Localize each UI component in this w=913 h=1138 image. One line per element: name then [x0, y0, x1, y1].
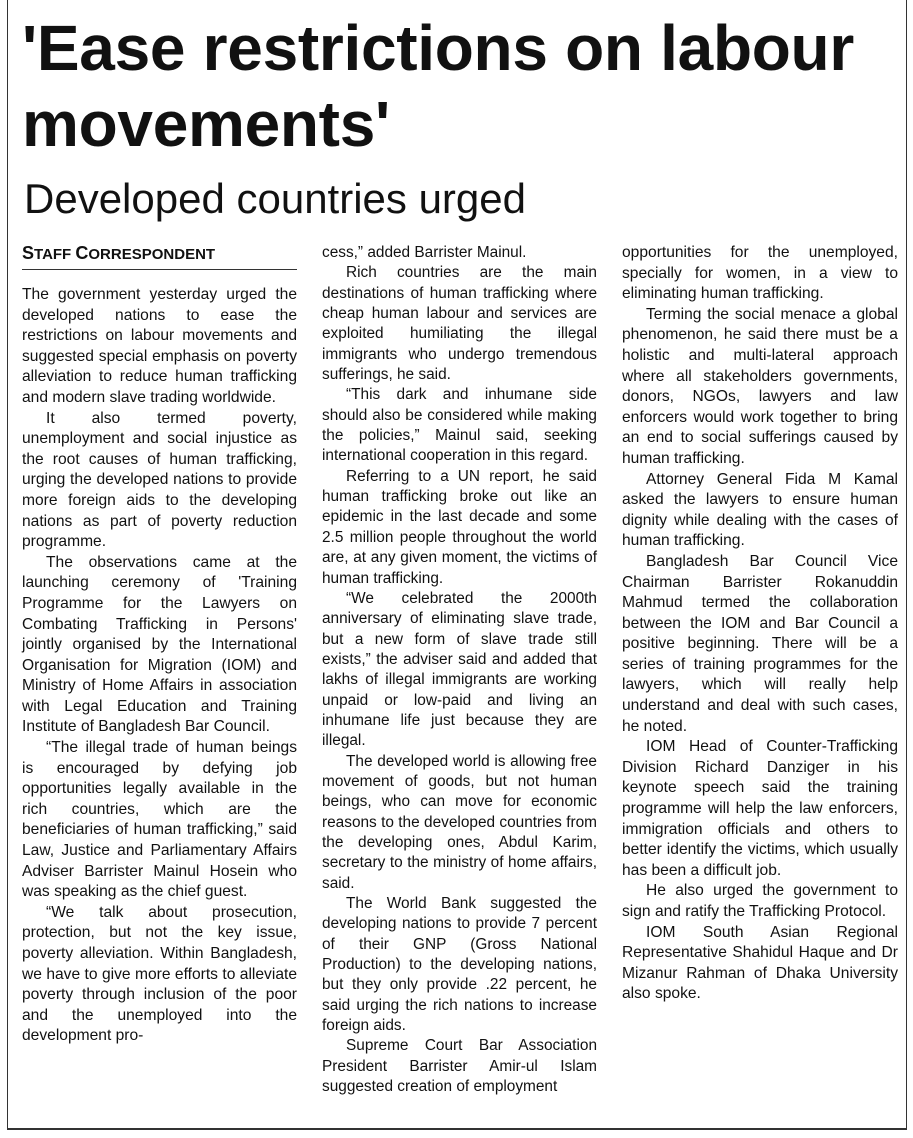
- paragraph: “We talk about prosecution, protection, but not the key issue, poverty alleviation. Within Bangladesh, we have to give more efforts to alleviate poverty through inclusion of the poor and the unemployed into the development pro-: [22, 903, 297, 1045]
- paragraph: Supreme Court Bar Association President Barrister Amir-ul Islam suggested creation of employment: [322, 1037, 597, 1096]
- paragraph: IOM Head of Counter-Trafficking Division Richard Danziger in his keynote speech said the training programme will help the law enforcers, immigration officials and others to better identify the victims, which usually has been a difficult job.: [622, 738, 898, 879]
- paragraph: Bangladesh Bar Council Vice Chairman Barrister Rokanuddin Mahmud termed the collaboration between the IOM and Bar Council a positive beginning. There will be a series of training programmes for the lawyers, which will really help understand and deal with such cases, he noted.: [622, 552, 898, 735]
- paragraph: opportunities for the unemployed, specially for women, in a view to eliminating human trafficking.: [622, 244, 898, 303]
- paragraph: The observations came at the launching ceremony of 'Training Programme for the Lawyers on Combating Trafficking in Persons' jointly organised by the International Organisation for Migration (IOM) and Ministry of Home Affairs in association with Legal Education and Training Institute of Bangladesh Bar Council.: [22, 553, 297, 736]
- paragraph: The developed world is allowing free movement of goods, but not human beings, who can move for economic reasons to the developed countries from the developing ones, Abdul Karim, secretary to the ministry of home affairs, said.: [322, 752, 597, 892]
- paragraph: Referring to a UN report, he said human trafficking broke out like an epidemic in the last decade and some 2.5 million people throughout the world are, at any given moment, the victims of human trafficking.: [322, 467, 597, 587]
- article-column-3: [622, 243, 898, 1005]
- paragraph: “This dark and inhumane side should also be considered while making the policies,” Mainul said, seeking international cooperation in this regard.: [322, 386, 597, 465]
- article-column-2: [322, 243, 597, 1097]
- bottom-rule: [7, 1128, 907, 1130]
- paragraph: Rich countries are the main destinations of human trafficking where cheap human labour and services are exploited humiliating the illegal immigrants who undergo tremendous sufferings, he said.: [322, 264, 597, 384]
- paragraph: Terming the social menace a global phenomenon, he said there must be a holistic and multi-lateral approach where all stakeholders governments, donors, NGOs, lawyers and law enforcers would work together to bring an end to social sufferings caused by human trafficking.: [622, 305, 898, 467]
- paragraph: The government yesterday urged the developed nations to ease the restrictions on labour movements and suggested special emphasis on poverty alleviation to reduce human trafficking and modern slave trading worldwide.: [22, 286, 297, 406]
- article-column-1: [22, 285, 297, 1047]
- paragraph: He also urged the government to sign and ratify the Trafficking Protocol.: [622, 882, 898, 920]
- paragraph: It also termed poverty, unemployment and social injustice as the root causes of human trafficking, urging the developed nations to provide more foreign aids to the developing nations as part of poverty reduction programme.: [22, 409, 297, 551]
- paragraph: IOM South Asian Regional Representative Shahidul Haque and Dr Mizanur Rahman of Dhaka University also spoke.: [622, 923, 898, 1003]
- headline: 'Ease restrictions on labour movements': [22, 12, 854, 160]
- paragraph: “We celebrated the 2000th anniversary of eliminating slave trade, but a new form of slave trade still exists,” the adviser said and added that lakhs of illegal immigrants are working unpaid or low-paid and living an inhumane life just because they are illegal.: [322, 589, 597, 750]
- paragraph: “The illegal trade of human beings is encouraged by defying job opportunities legally available in the rich countries, which are the beneficiaries of human trafficking,” said Law, Justice and Parliamentary Affairs Adviser Barrister Mainul Hosein who was speaking as the chief guest.: [22, 739, 297, 901]
- subheadline: Developed countries urged: [24, 175, 526, 222]
- byline: STAFF CORRESPONDENT: [22, 243, 297, 270]
- paragraph: cess,” added Barrister Mainul.: [322, 244, 527, 261]
- paragraph: The World Bank suggested the developing nations to provide 7 percent of their GNP (Gross National Production) to the developing nations, but they only provide .22 percent, he said urging the rich nations to increase foreign aids.: [322, 895, 597, 1035]
- paragraph: Attorney General Fida M Kamal asked the lawyers to ensure human dignity while dealing with the cases of human trafficking.: [622, 470, 898, 550]
